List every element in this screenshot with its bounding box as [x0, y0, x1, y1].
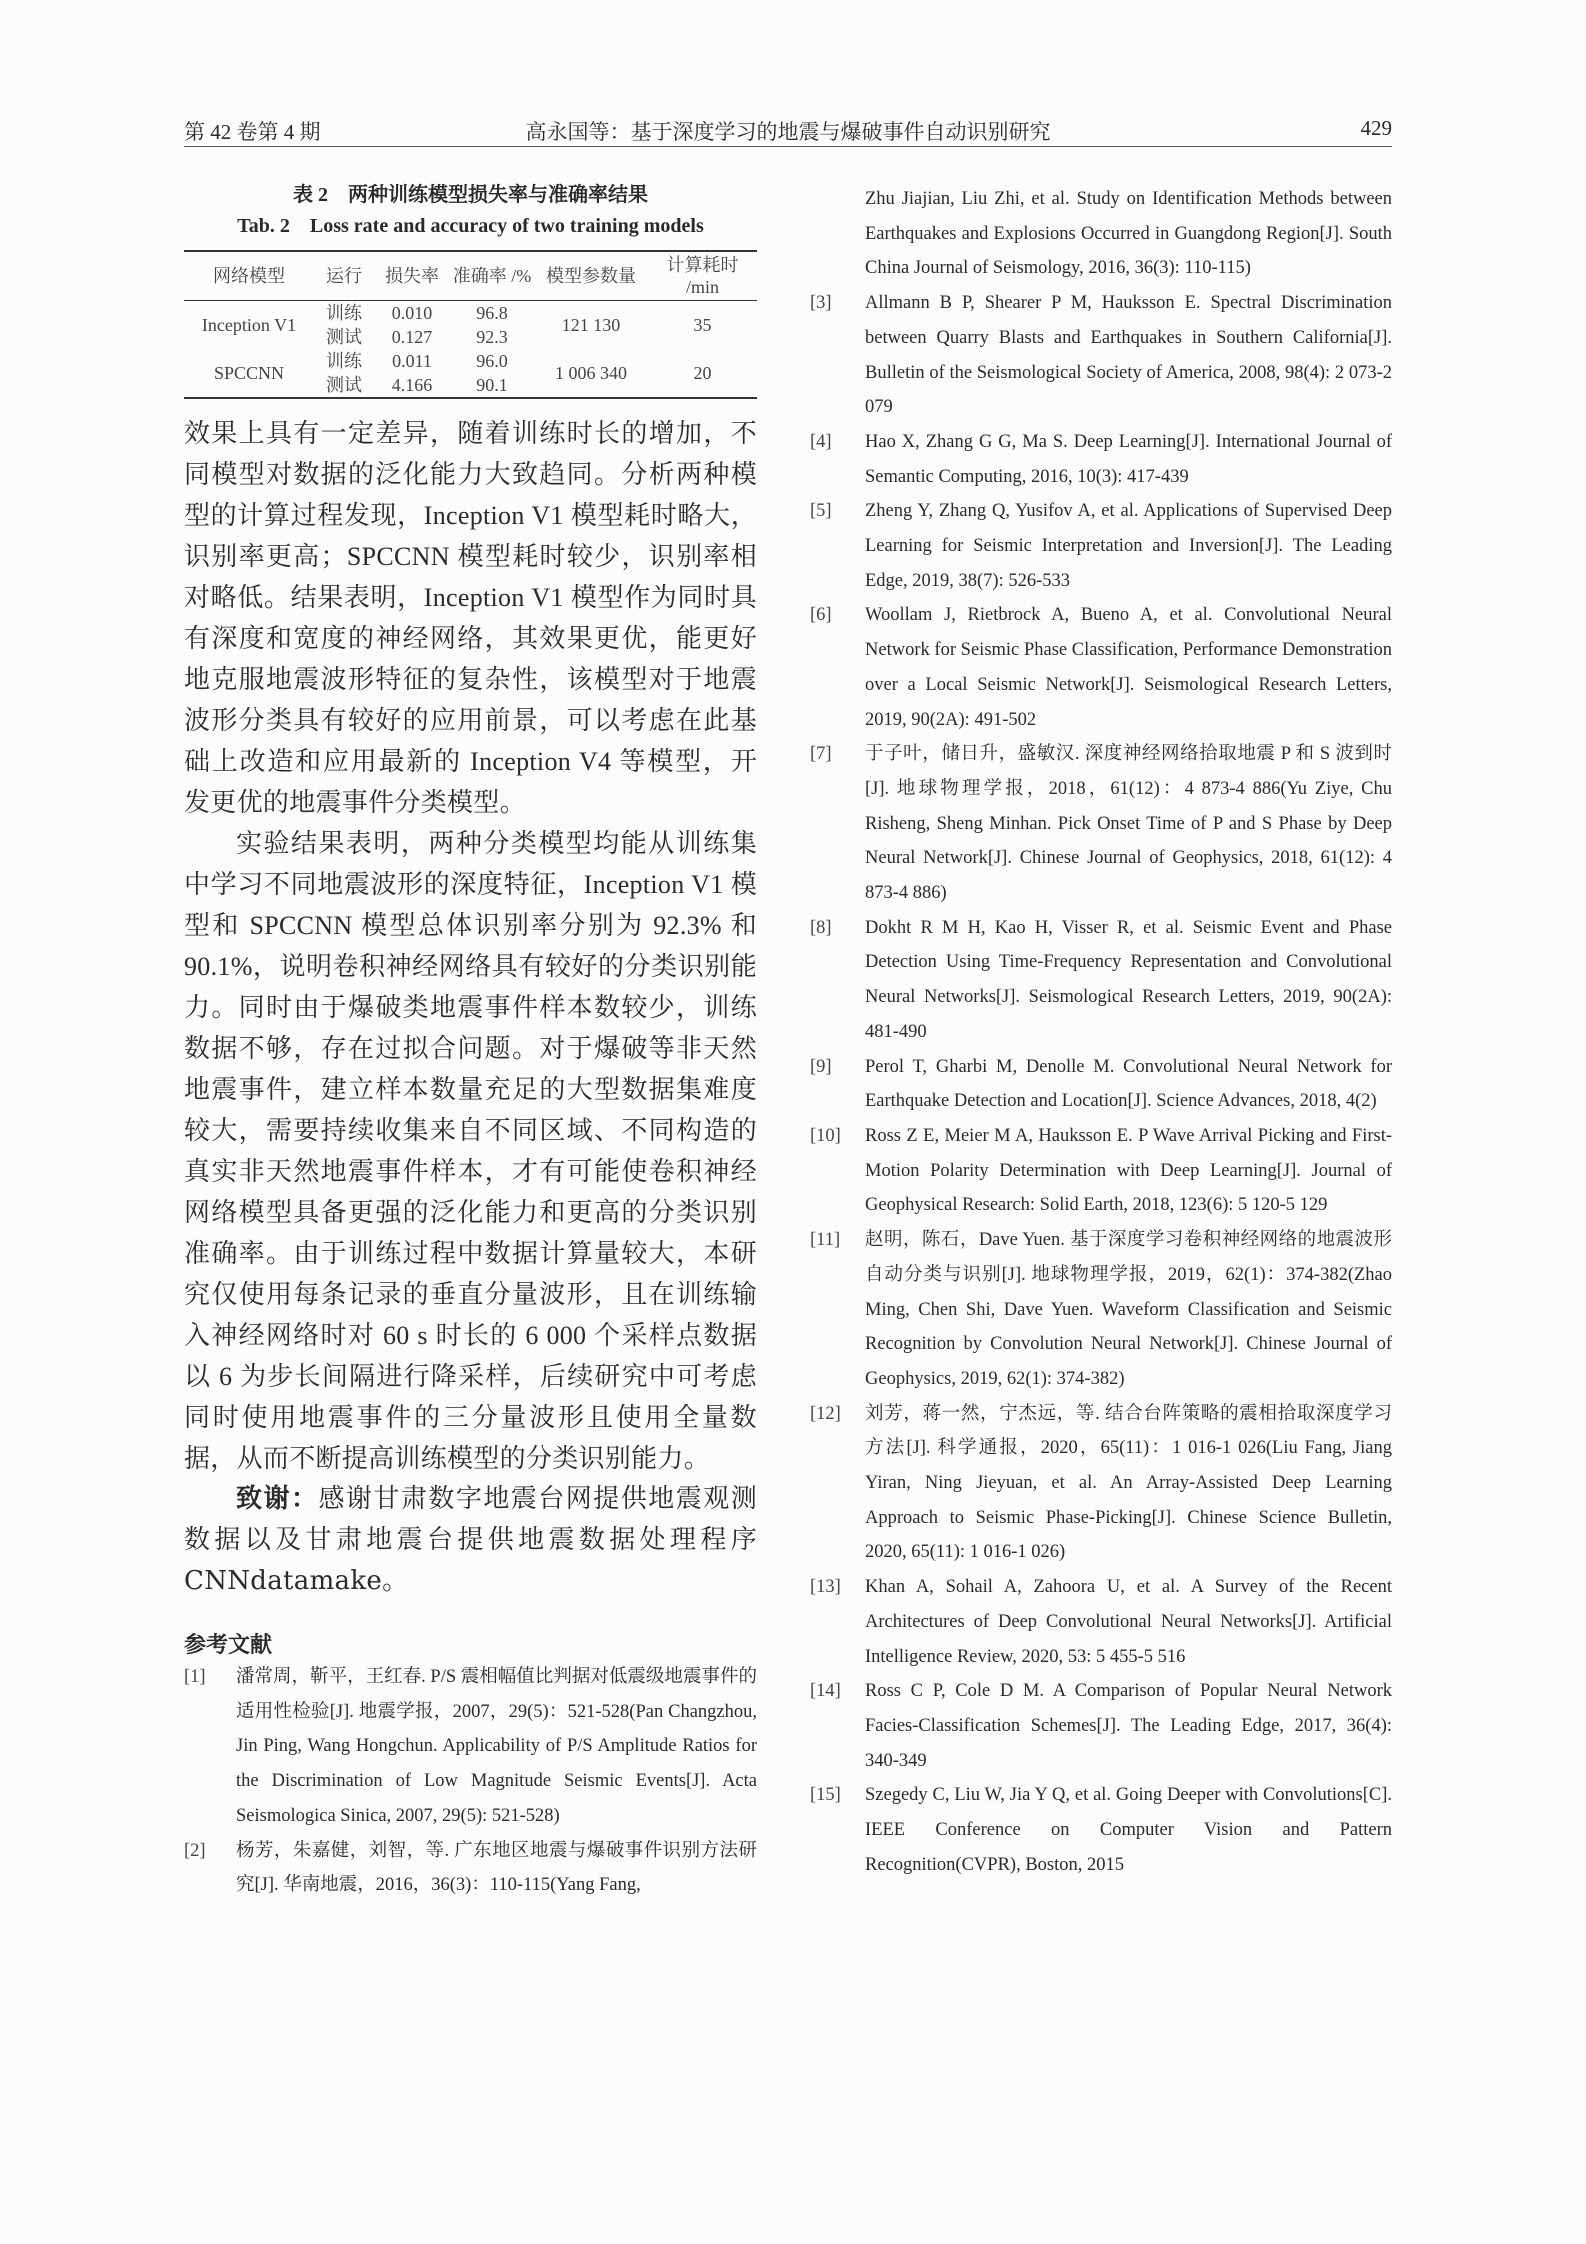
run-type: 测试 — [326, 375, 362, 395]
running-header — [184, 112, 1392, 147]
reference-item — [810, 1223, 1392, 1397]
ref-text: Hao X, Zhang G G, Ma S. Deep Learning[J]. International Journal of Semantic Computing, 2016, 10(3): 417-439 — [865, 431, 1392, 487]
ref-text: 刘芳，蒋一然，宁杰远，等. 结合台阵策略的震相拾取深度学习方法[J]. 科学通报，2020，65(11)：1 016-1 026(Liu Fang, Jiang Yiran, Ning Jieyuan, et al. An Array-Assisted Deep Learning Approach to Seismic Phase-Picking[J]. Chinese Science Bulletin, 2020, 65(11): 1 016-1 026) — [865, 1403, 1392, 1563]
run-type: 训练 — [326, 351, 362, 371]
ref-number: [11] — [810, 1230, 841, 1251]
body-paragraph: 效果上具有一定差异，随着训练时长的增加，不同模型对数据的泛化能力大致趋同。分析两种模型的计算过程发现，Inception V1 模型耗时略大，识别率更高；SPCCNN 模型耗时较少，识别率相对略低。结果表明，Inception V1 模型作为同时具有深度和宽度的神经网络，其效果更优，能更好地克服地震波形特征的复杂性，该模型对于地震波形分类具有较好的应用前景，可以考虑在此基础上改造和应用最新的 Inception V4 等模型，开发更优的地震事件分类模型。 — [184, 419, 757, 817]
ref-number: [15] — [810, 1785, 841, 1806]
ref-text: Khan A, Sohail A, Zahoora U, et al. A Survey of the Recent Architectures of Deep Convolutional Neural Networks[J]. Artificial Intelligence Review, 2020, 53: 5 455-5 516 — [865, 1577, 1392, 1667]
reference-item — [810, 1050, 1392, 1119]
ref-text: Dokht R M H, Kao H, Visser R, et al. Seismic Event and Phase Detection Using Time-Frequency Representation and Convolutional Neural Networks[J]. Seismological Research Letters, 2019, 90(2A): 481-490 — [865, 917, 1392, 1042]
ref-number: [2] — [184, 1840, 206, 1861]
model-name: Inception V1 — [201, 315, 297, 335]
loss-value: 0.010 — [391, 303, 433, 323]
ref-text: 潘常周，靳平，王红春. P/S 震相幅值比判据对低震级地震事件的适用性检验[J]. 地震学报，2007，29(5)：521-528(Pan Changzhou, Jin Ping, Wang Hongchun. Applicability of P/S Amplitude Ratios for the Discrimination of Low Magnitude Seismic Events[J]. Acta Seismologica Sinica, 2007, 29(5): 521-528) — [236, 1667, 757, 1826]
accuracy-value: 96.0 — [476, 351, 508, 371]
accuracy-value: 90.1 — [476, 375, 508, 395]
reference-item — [184, 1834, 757, 1903]
ref-number: [14] — [810, 1681, 841, 1702]
ref-number: [10] — [810, 1125, 841, 1146]
ref-text: Zheng Y, Zhang Q, Yusifov A, et al. Applications of Supervised Deep Learning for Seismic Interpretation and Inversion[J]. The Leading Edge, 2019, 38(7): 526-533 — [865, 501, 1392, 591]
ref-text: Ross C P, Cole D M. A Comparison of Popular Neural Network Facies-Classification Schemes[J]. The Leading Edge, 2017, 36(4): 340-349 — [865, 1681, 1392, 1771]
ack-text: 感谢甘肃数字地震台网提供地震观测数据以及甘肃地震台提供地震数据处理程序CNNdatamake。 — [184, 1484, 757, 1596]
reference-item — [810, 286, 1392, 425]
header-loss: 损失率 — [374, 251, 450, 301]
reference-item — [810, 1778, 1392, 1882]
reference-item — [184, 1660, 757, 1834]
ref-number: [5] — [810, 501, 832, 522]
param-count: 121 130 — [561, 315, 621, 335]
reference-item — [810, 1119, 1392, 1223]
compute-time: 20 — [693, 363, 712, 383]
ref-text: Perol T, Gharbi M, Denolle M. Convolutional Neural Network for Earthquake Detection and Location[J]. Science Advances, 2018, 4(2) — [865, 1056, 1392, 1112]
ref-number: [7] — [810, 744, 832, 765]
references-heading: 参考文献 — [184, 1632, 273, 1657]
reference-item — [810, 911, 1392, 1050]
reference-item — [810, 1570, 1392, 1674]
ref-number: [9] — [810, 1056, 832, 1077]
right-column — [810, 182, 1392, 1882]
compute-time: 35 — [693, 315, 712, 335]
ref-number: [3] — [810, 293, 832, 314]
loss-value: 0.127 — [391, 327, 433, 347]
page-number: 429 — [1360, 116, 1392, 140]
reference-item — [810, 425, 1392, 494]
header-model: 网络模型 — [184, 251, 314, 301]
loss-value: 0.011 — [392, 351, 432, 371]
header-params: 模型参数量 — [534, 251, 648, 301]
reference-item — [810, 1397, 1392, 1571]
body-paragraph: 实验结果表明，两种分类模型均能从训练集中学习不同地震波形的深度特征，Inception V1 模型和 SPCCNN 模型总体识别率分别为 92.3% 和 90.1%，说明卷积神经网络具有较好的分类识别能力。同时由于爆破类地震事件样本数较少，训练数据不够，存在过拟合问题。对于爆破等非天然地震事件，建立样本数量充足的大型数据集难度较大，需要持续收集来自不同区域、不同构造的真实非天然地震事件样本，才有可能使卷积神经网络模型具备更强的泛化能力和更高的分类识别准确率。由于训练过程中数据计算量较大，本研究仅使用每条记录的垂直分量波形，且在训练输入神经网络时对 60 s 时长的 6 000 个采样点数据以 6 为步长间隔进行降采样，后续研究中可考虑同时使用地震事件的三分量波形且使用全量数据，从而不断提高训练模型的分类识别能力。 — [184, 829, 757, 1473]
reference-item — [810, 737, 1392, 911]
ack-label: 致谢： — [236, 1484, 319, 1514]
ref-number: [8] — [810, 917, 832, 938]
table-caption-en: Tab. 2 Loss rate and accuracy of two training models — [237, 215, 704, 237]
ref-number: [4] — [810, 431, 832, 452]
reference-list — [810, 286, 1392, 1882]
ref-text: Szegedy C, Liu W, Jia Y Q, et al. Going Deeper with Convolutions[C]. IEEE Conference on Computer Vision and Pattern Recognition(CVPR), Boston, 2015 — [865, 1785, 1392, 1875]
issue-label: 第 42 卷第 4 期 — [184, 120, 321, 144]
reference-item — [810, 494, 1392, 598]
accuracy-value: 92.3 — [476, 327, 508, 347]
reference-item — [810, 598, 1392, 737]
ref-number: [12] — [810, 1403, 841, 1424]
ref-text: 于子叶，储日升，盛敏汉. 深度神经网络拾取地震 P 和 S 波到时[J]. 地球物理学报，2018，61(12)：4 873-4 886(Yu Ziye, Chu Risheng, Sheng Minhan. Pick Onset Time of P and S Phase by Deep Neural Network[J]. Chinese Journal of Geophysics, 2018, 61(12): 4 873-4 886) — [865, 744, 1392, 904]
run-type: 测试 — [326, 327, 362, 347]
param-count: 1 006 340 — [555, 363, 627, 383]
ref-text: Allmann B P, Shearer P M, Hauksson E. Spectral Discrimination between Quarry Blasts and Earthquakes in Southern California[J]. Bulletin of the Seismological Society of America, 2008, 98(4): 2 073-2 079 — [865, 293, 1392, 418]
table-row — [184, 301, 757, 326]
table-header-row — [184, 251, 757, 301]
results-table — [184, 250, 757, 399]
acknowledgment — [184, 1479, 757, 1602]
ref-number: [6] — [810, 605, 832, 626]
run-type: 训练 — [326, 303, 362, 323]
model-name: SPCCNN — [213, 363, 285, 383]
reference-item — [810, 1674, 1392, 1778]
left-column — [184, 180, 757, 1903]
reference-continuation: Zhu Jiajian, Liu Zhi, et al. Study on Identification Methods between Earthquakes and Explosions Occurred in Guangdong Region[J]. South China Journal of Seismology, 2016, 36(3): 110-115) — [865, 189, 1392, 279]
running-title: 高永国等：基于深度学习的地震与爆破事件自动识别研究 — [525, 120, 1051, 144]
header-time: 计算耗时 /min — [648, 251, 757, 301]
header-run: 运行 — [314, 251, 374, 301]
header-accuracy: 准确率 /% — [450, 251, 534, 301]
accuracy-value: 96.8 — [476, 303, 508, 323]
ref-text: 赵明，陈石，Dave Yuen. 基于深度学习卷积神经网络的地震波形自动分类与识别[J]. 地球物理学报，2019，62(1)：374-382(Zhao Ming, Chen Shi, Dave Yuen. Waveform Classification and Seismic Recognition by Convolution Neural Network[J]. Chinese Journal of Geophysics, 2019, 62(1): 374-382) — [865, 1230, 1392, 1389]
ref-text: 杨芳，朱嘉健，刘智，等. 广东地区地震与爆破事件识别方法研究[J]. 华南地震，2016，36(3)：110-115(Yang Fang, — [236, 1840, 757, 1896]
loss-value: 4.166 — [391, 375, 433, 395]
ref-text: Ross Z E, Meier M A, Hauksson E. P Wave Arrival Picking and First-Motion Polarity Determination with Deep Learning[J]. Journal of Geophysical Research: Solid Earth, 2018, 123(6): 5 120-5 129 — [865, 1125, 1392, 1216]
ref-number: [13] — [810, 1577, 841, 1598]
ref-text: Woollam J, Rietbrock A, Bueno A, et al. Convolutional Neural Network for Seismic Phase Classification, Performance Demonstration over a Local Seismic Network[J]. Seismological Research Letters, 2019, 90(2A): 491-502 — [865, 605, 1392, 730]
table-caption-cn: 表 2 两种训练模型损失率与准确率结果 — [293, 184, 648, 206]
ref-number: [1] — [184, 1667, 206, 1687]
table-row — [184, 349, 757, 373]
